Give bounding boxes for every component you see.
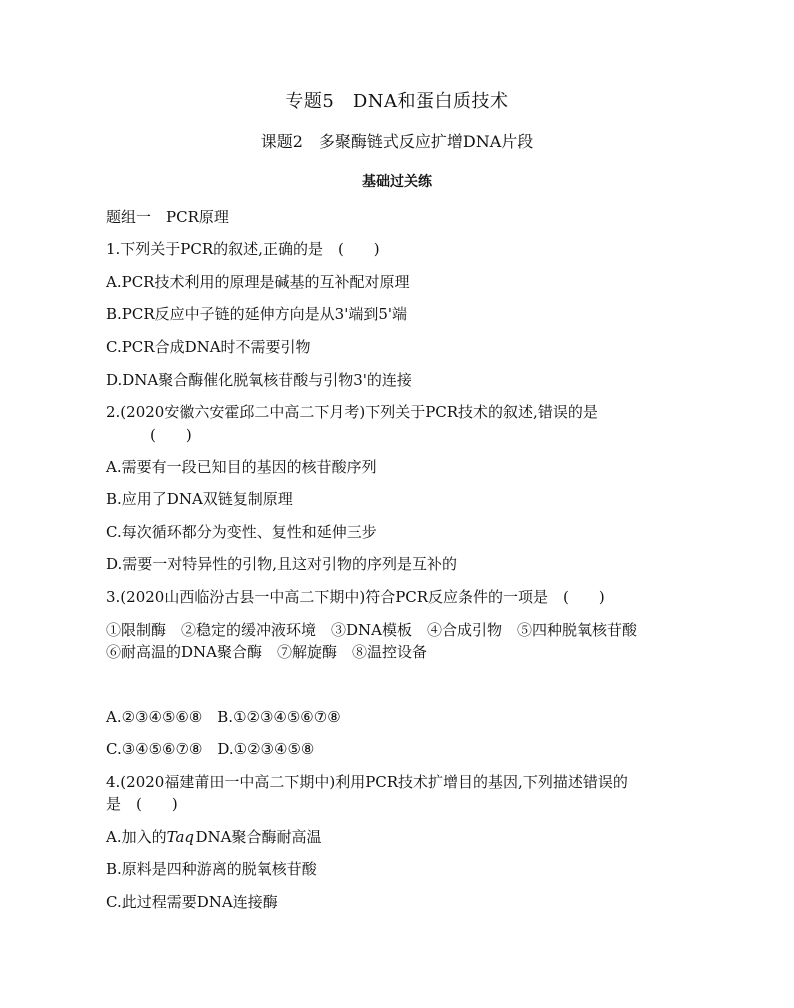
q3-options-line1: A.②③④⑤⑥⑧ B.①②③④⑤⑥⑦⑧ [106,708,341,726]
section-heading: 基础过关练 [362,174,432,190]
q1-option-b: B.PCR反应中子链的延伸方向是从3'端到5'端 [106,305,407,323]
q3-options-line2: C.③④⑤⑥⑦⑧ D.①②③④⑤⑧ [106,740,315,758]
q1-stem: 1.下列关于PCR的叙述,正确的是 ( ) [106,240,380,258]
q4-option-a-suffix: DNA聚合酶耐高温 [195,828,322,846]
q2-option-d: D.需要一对特异性的引物,且这对引物的序列是互补的 [106,555,458,573]
q1-option-c: C.PCR合成DNA时不需要引物 [106,338,311,356]
q3-items-line2: ⑥耐高温的DNA聚合酶 ⑦解旋酶 ⑧温控设备 [106,643,427,661]
q4-option-a-italic: Taq [166,828,194,846]
q1-option-d: D.DNA聚合酶催化脱氧核苷酸与引物3'的连接 [106,371,412,389]
q4-option-c: C.此过程需要DNA连接酶 [106,893,278,911]
question-group-label: 题组一 PCR原理 [106,208,229,226]
q4-option-a [106,830,322,845]
q3-items-line1: ①限制酶 ②稳定的缓冲液环境 ③DNA模板 ④合成引物 ⑤四种脱氧核苷酸 [106,621,637,639]
lesson-title: 课题2 多聚酶链式反应扩增DNA片段 [260,132,534,151]
q4-stem-continued: 是 ( ) [106,795,178,813]
q3-stem: 3.(2020山西临汾古县一中高二下期中)符合PCR反应条件的一项是 ( ) [106,588,605,606]
q4-stem: 4.(2020福建莆田一中高二下期中)利用PCR技术扩增目的基因,下列描述错误的 [106,773,628,791]
q4-option-b: B.原料是四种游离的脱氧核苷酸 [106,860,317,878]
q2-option-b: B.应用了DNA双链复制原理 [106,490,293,508]
q2-stem: 2.(2020安徽六安霍邱二中高二下月考)下列关于PCR技术的叙述,错误的是 [106,403,598,421]
q1-option-a: A.PCR技术利用的原理是碱基的互补配对原理 [106,273,410,291]
chapter-title: 专题5 DNA和蛋白质技术 [285,91,509,112]
q4-option-a-prefix: A.加入的 [106,828,167,846]
q2-option-a: A.需要有一段已知目的基因的核苷酸序列 [106,458,377,476]
q2-option-c: C.每次循环都分为变性、复性和延伸三步 [106,523,377,541]
q2-answer-paren: ( ) [150,426,192,444]
